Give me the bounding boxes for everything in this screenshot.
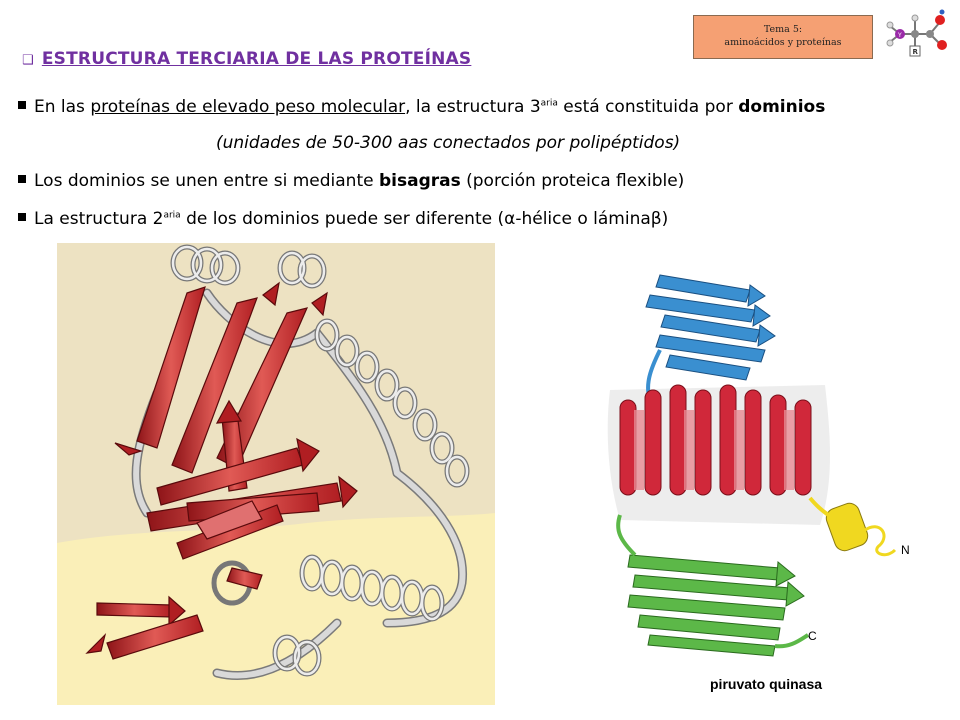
bullet-domains	[18, 95, 825, 119]
topic-badge-line2: aminoácidos y proteínas	[724, 37, 842, 48]
b3-sup: aria	[163, 210, 181, 221]
bullet-square-icon	[18, 175, 26, 183]
b1-suffix: está constituida por	[557, 97, 739, 117]
section-heading	[22, 49, 471, 69]
pyruvate-kinase-figure	[590, 250, 930, 700]
protein-ribbon-figure	[57, 243, 495, 705]
logo-label-r: R	[912, 48, 918, 56]
n-terminus-label: N	[901, 543, 910, 557]
section-heading-text: ESTRUCTURA TERCIARIA DE LAS PROTEÍNAS	[41, 49, 472, 69]
b2-bold: bisagras	[379, 171, 461, 191]
figure-caption: piruvato quinasa	[710, 676, 823, 692]
b1-prefix: En las	[34, 97, 91, 117]
bullet-square-icon	[18, 213, 26, 221]
b1-continuation: (unidades de 50-300 aas conectados por polipéptidos)	[216, 133, 681, 153]
c-terminus-label: C	[808, 629, 817, 643]
heading-bullet-icon: ❑	[22, 53, 34, 68]
b1-bold: dominios	[738, 97, 826, 117]
logo-label-y: Y	[898, 32, 902, 39]
b1-sup: aria	[540, 98, 558, 109]
topic-badge	[693, 15, 873, 59]
bullet-hinges	[18, 169, 684, 193]
b2-prefix: Los dominios se unen entre si mediante	[34, 171, 379, 191]
b3-suffix: de los dominios puede ser diferente (α-hélice o láminaβ)	[180, 209, 669, 229]
b1-underlined: proteínas de elevado peso molecular	[90, 97, 406, 117]
b2-suffix: (porción proteica flexible)	[460, 171, 685, 191]
bullet-secondary-structure	[18, 207, 668, 231]
b1-middle: , la estructura 3	[405, 97, 541, 117]
topic-badge-line1: Tema 5:	[763, 24, 803, 35]
b3-prefix: La estructura 2	[34, 209, 164, 229]
bullet-square-icon	[18, 101, 26, 109]
amino-acid-logo	[880, 6, 952, 62]
